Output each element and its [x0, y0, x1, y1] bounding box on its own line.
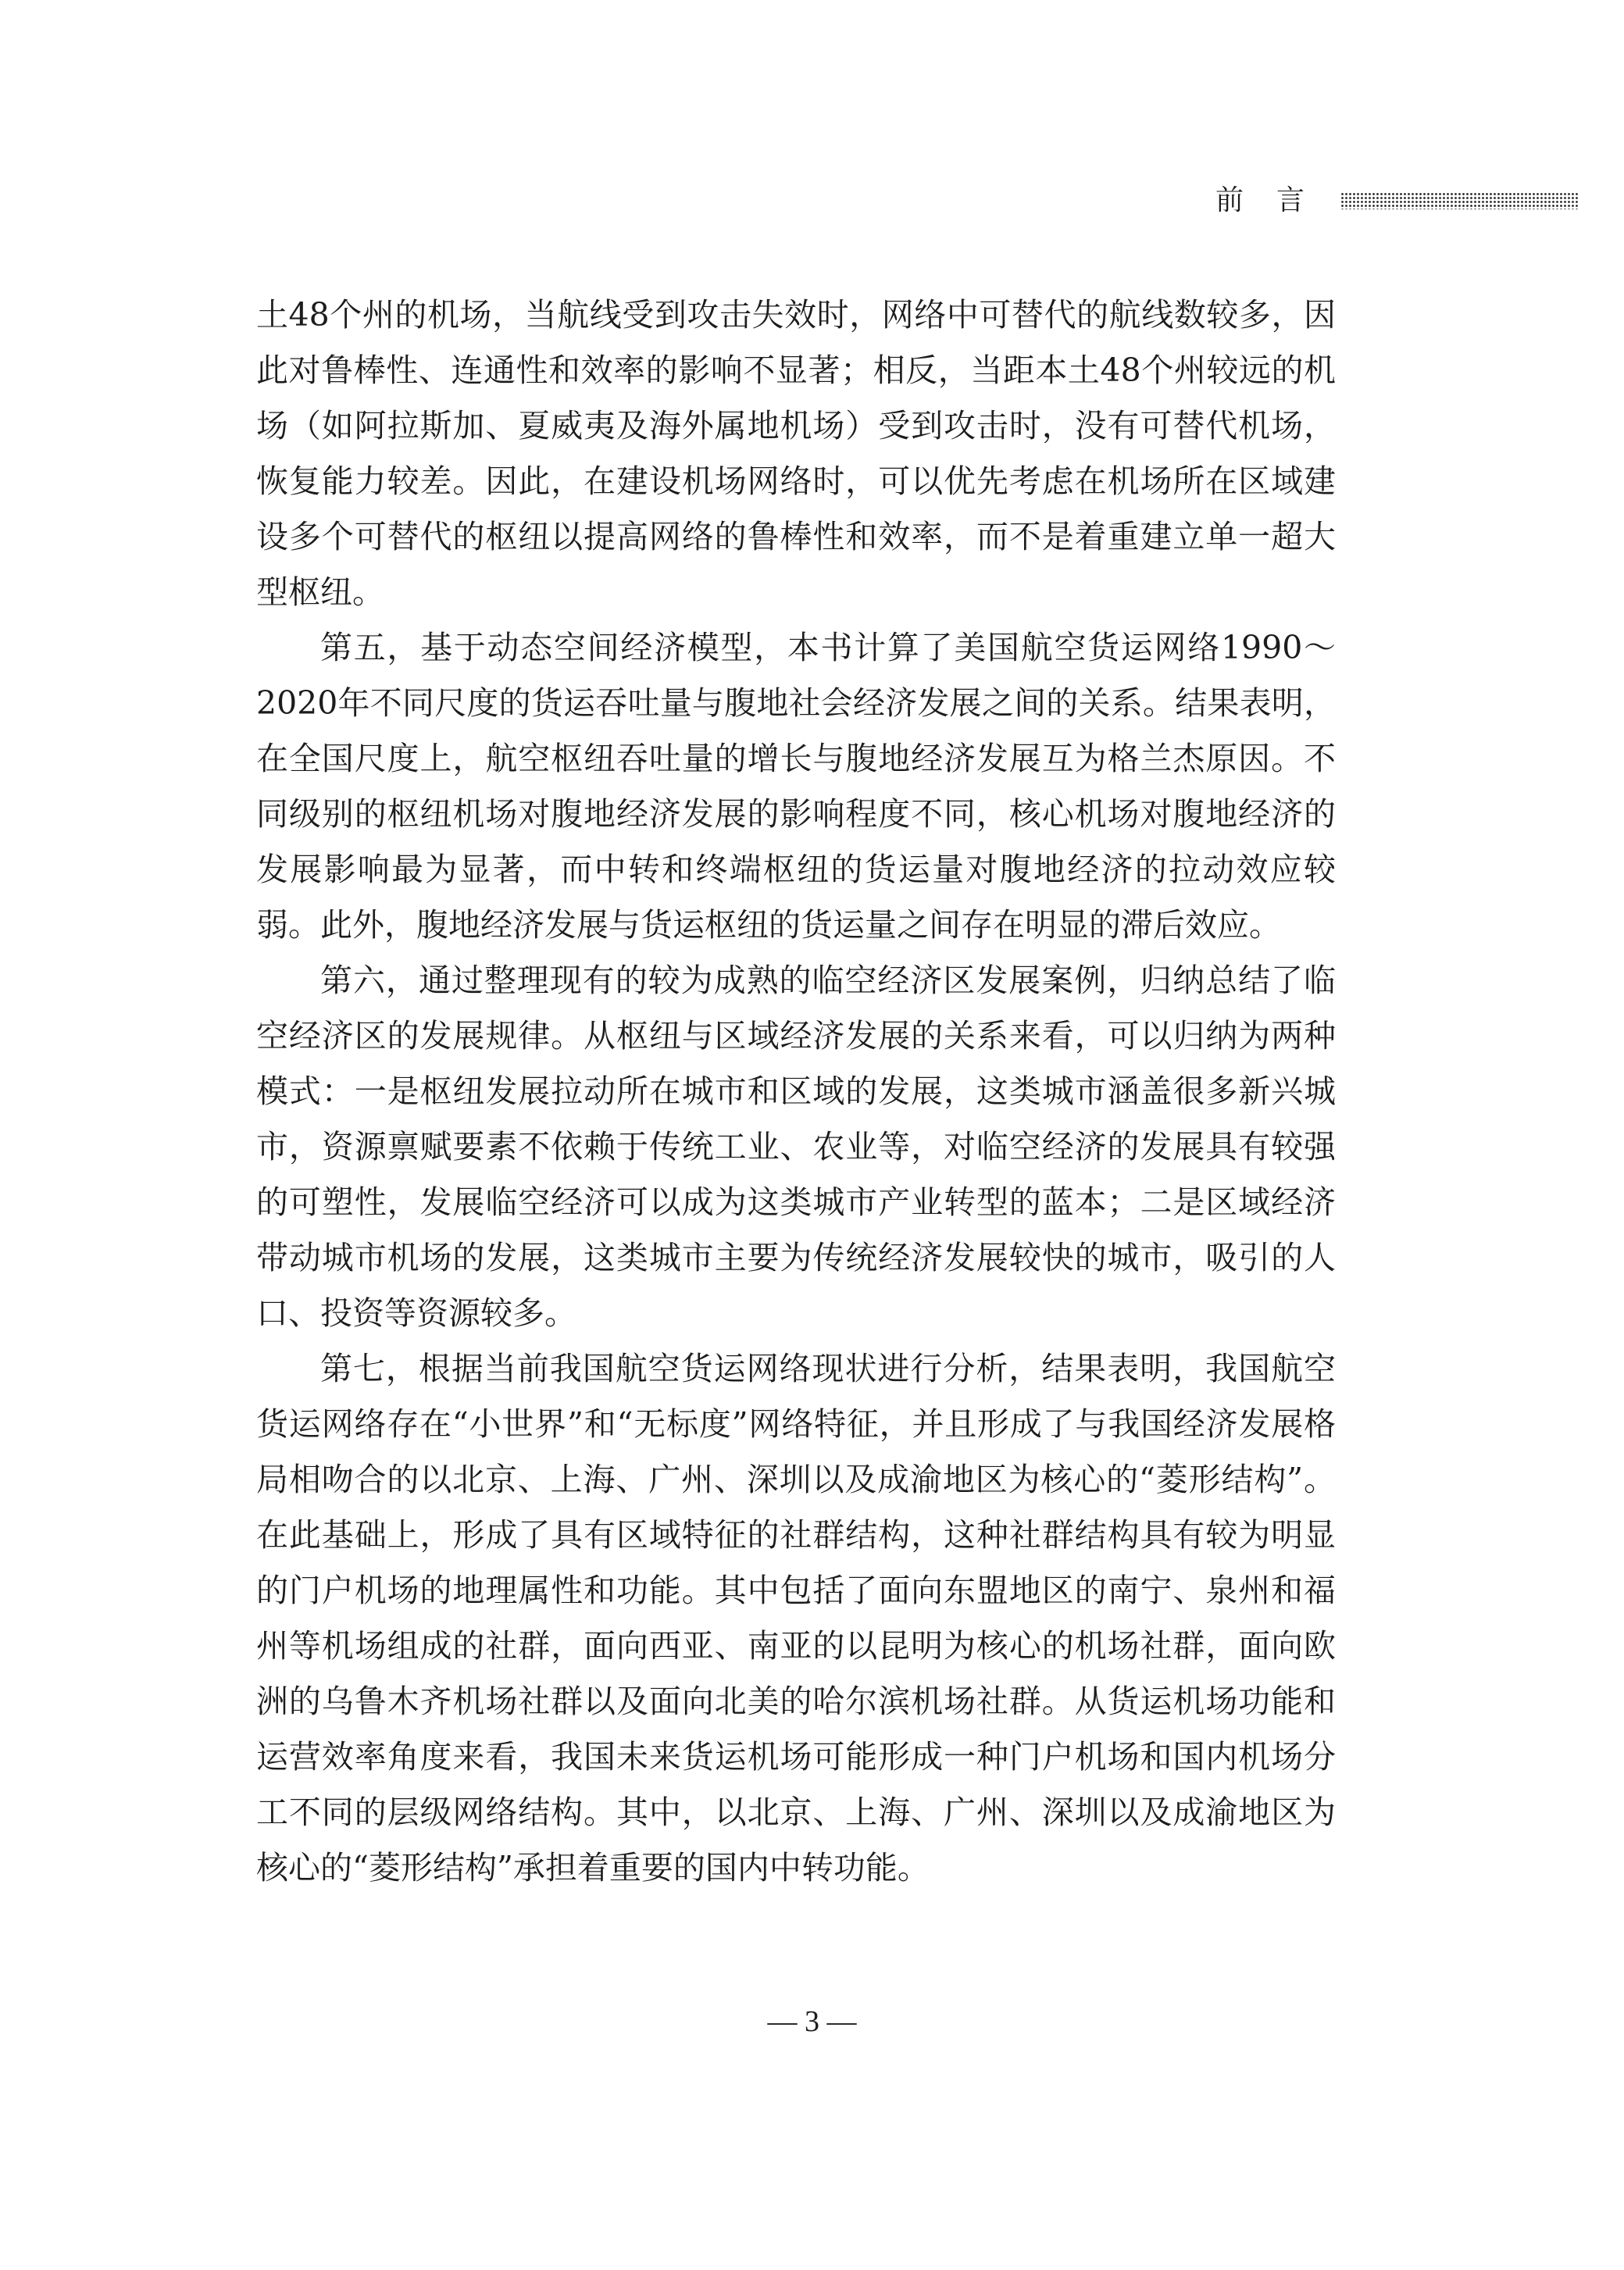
page-number: — 3 — — [767, 2005, 857, 2038]
paragraph-seventh-point: 第七，根据当前我国航空货运网络现状进行分析，结果表明，我国航空货运网络存在“小世界”和“无标度”网络特征，并且形成了与我国经济发展格局相吻合的以北京、上海、广州、深圳以及成渝地区为核心的“菱形结构”。在此基础上，形成了具有区域特征的社群结构，这种社群结构具有较为明显的门户机场的地理属性和功能。其中包括了面向东盟地区的南宁、泉州和福州等机场组成的社群，面向西亚、南亚的以昆明为核心的机场社群，面向欧洲的乌鲁木齐机场社群以及面向北美的哈尔滨机场社群。从货运机场功能和运营效率角度来看，我国未来货运机场可能形成一种门户机场和国内机场分工不同的层级网络结构。其中，以北京、上海、广州、深圳以及成渝地区为核心的“菱形结构”承担着重要的国内中转功能。 — [256, 1350, 1336, 1886]
paragraph-continued: 土48个州的机场，当航线受到攻击失效时，网络中可替代的航线数较多，因此对鲁棒性、连通性和效率的影响不显著；相反，当距本土48个州较远的机场（如阿拉斯加、夏威夷及海外属地机场）受到攻击时，没有可替代机场，恢复能力较差。因此，在建设机场网络时，可以优先考虑在机场所在区域建设多个可替代的枢纽以提高网络的鲁棒性和效率，而不是着重建立单一超大型枢纽。 — [256, 296, 1336, 611]
paragraph-sixth-point: 第六，通过整理现有的较为成熟的临空经济区发展案例，归纳总结了临空经济区的发展规律。从枢纽与区域经济发展的关系来看，可以归纳为两种模式：一是枢纽发展拉动所在城市和区域的发展，这类城市涵盖很多新兴城市，资源禀赋要素不依赖于传统工业、农业等，对临空经济的发展具有较强的可塑性，发展临空经济可以成为这类城市产业转型的蓝本；二是区域经济带动城市机场的发展，这类城市主要为传统经济发展较快的城市，吸引的人口、投资等资源较多。 — [256, 962, 1336, 1332]
running-header — [1215, 181, 1590, 220]
dotted-rule-ornament — [1340, 192, 1579, 209]
running-header-title: 前言 — [1215, 184, 1338, 216]
paragraph-fifth-point: 第五，基于动态空间经济模型，本书计算了美国航空货运网络1990～2020年不同尺度的货运吞吐量与腹地社会经济发展之间的关系。结果表明，在全国尺度上，航空枢纽吞吐量的增长与腹地经济发展互为格兰杰原因。不同级别的枢纽机场对腹地经济发展的影响程度不同，核心机场对腹地经济的发展影响最为显著，而中转和终端枢纽的货运量对腹地经济的拉动效应较弱。此外，腹地经济发展与货运枢纽的货运量之间存在明显的滞后效应。 — [256, 629, 1336, 944]
main-text — [256, 287, 1336, 1896]
